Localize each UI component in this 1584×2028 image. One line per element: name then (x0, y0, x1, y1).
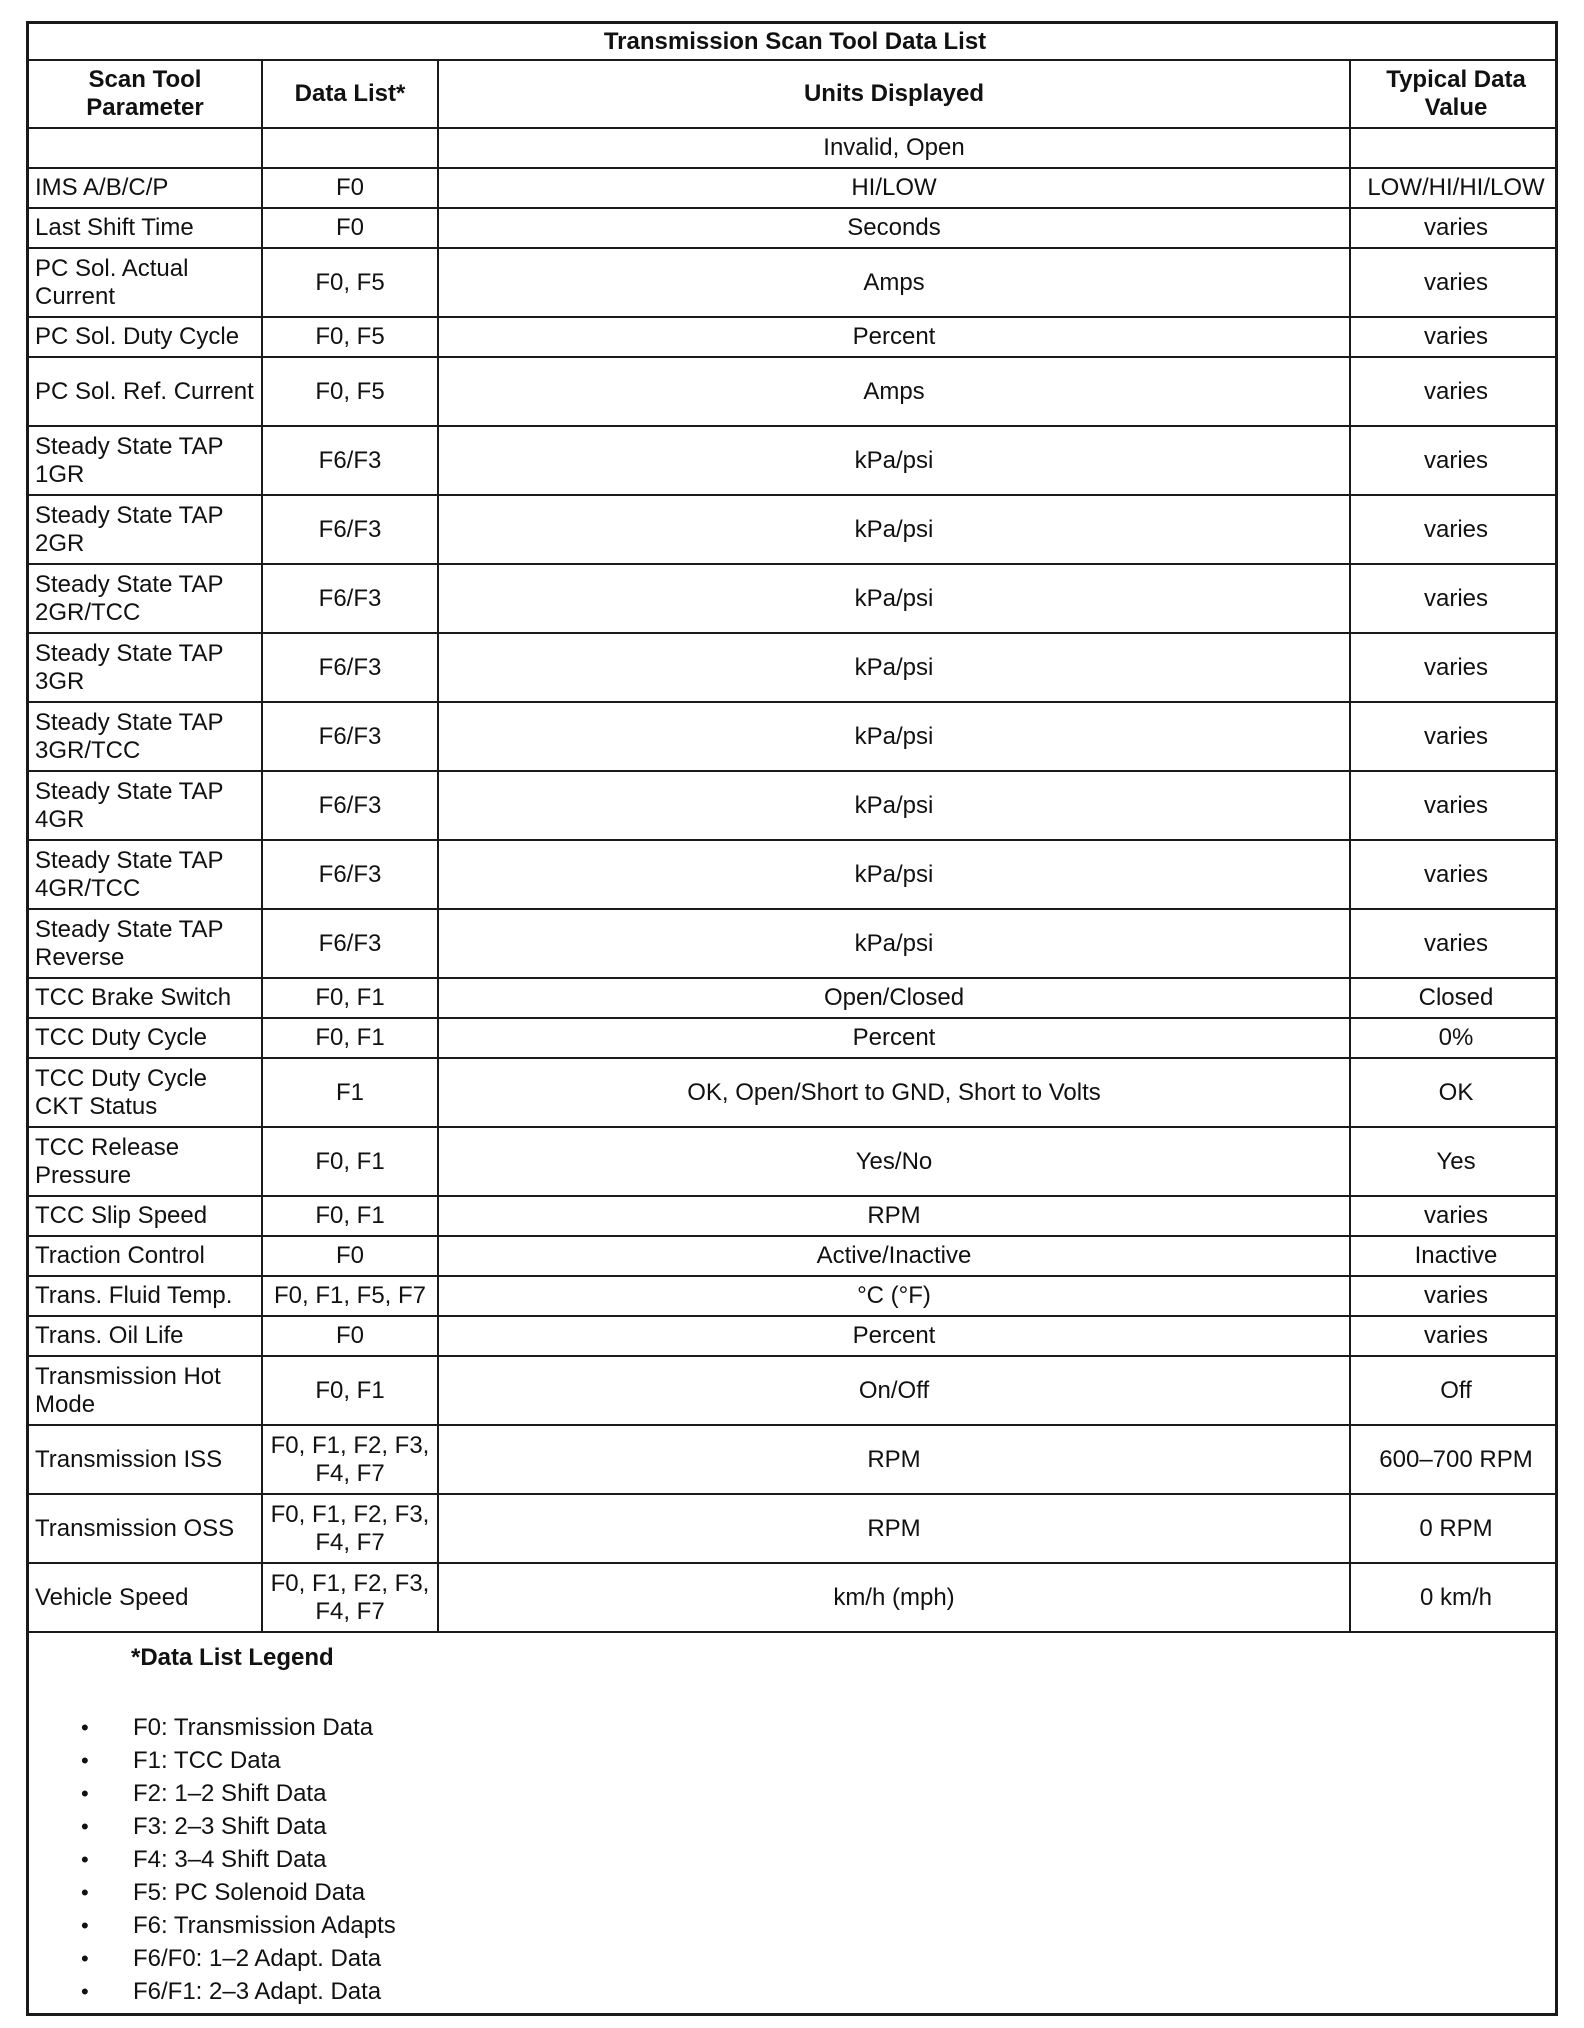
table-row (29, 1356, 1558, 1425)
bullet-icon: • (81, 1781, 89, 1806)
units-cell: On/Off (438, 1356, 1350, 1425)
table-row (29, 357, 1558, 426)
data-list-cell: F0, F5 (262, 357, 438, 426)
data-list-cell: F6/F3 (262, 564, 438, 633)
legend-item-text: F6: Transmission Adapts (133, 1912, 396, 1939)
bullet-icon: • (81, 1814, 89, 1839)
table-row (29, 495, 1558, 564)
typical-value-cell: varies (1350, 909, 1558, 978)
units-cell: Amps (438, 357, 1350, 426)
typical-value-cell: varies (1350, 702, 1558, 771)
parameter-cell: TCC Duty Cycle (29, 1018, 262, 1058)
legend-item (29, 1975, 1555, 2008)
parameter-cell: PC Sol. Actual Current (29, 248, 262, 317)
data-list-cell (262, 128, 438, 168)
data-list-cell: F0, F1 (262, 1127, 438, 1196)
legend-item-text: F3: 2–3 Shift Data (133, 1813, 327, 1840)
legend-item (29, 1876, 1555, 1909)
table-row (29, 248, 1558, 317)
bullet-icon: • (81, 1715, 89, 1740)
typical-value-cell: varies (1350, 208, 1558, 248)
typical-value-cell: varies (1350, 317, 1558, 357)
table-row (29, 168, 1558, 208)
units-cell: Invalid, Open (438, 128, 1350, 168)
typical-value-cell: varies (1350, 633, 1558, 702)
typical-value-cell: varies (1350, 495, 1558, 564)
table-row (29, 564, 1558, 633)
typical-value-cell: Off (1350, 1356, 1558, 1425)
legend-item (29, 1777, 1555, 1810)
typical-value-cell: Closed (1350, 978, 1558, 1018)
legend-list (29, 1711, 1555, 2008)
units-cell: kPa/psi (438, 702, 1350, 771)
legend-item (29, 1909, 1555, 1942)
parameter-cell: Trans. Fluid Temp. (29, 1276, 262, 1316)
data-list-cell: F0, F1 (262, 1018, 438, 1058)
data-list-cell: F0, F5 (262, 317, 438, 357)
legend-item-text: F5: PC Solenoid Data (133, 1879, 366, 1906)
parameter-cell: Steady State TAP 4GR/TCC (29, 840, 262, 909)
typical-value-cell: varies (1350, 357, 1558, 426)
table-row (29, 633, 1558, 702)
parameter-cell: Steady State TAP 4GR (29, 771, 262, 840)
units-cell: RPM (438, 1425, 1350, 1494)
data-list-cell: F0, F1 (262, 1356, 438, 1425)
table-row (29, 909, 1558, 978)
parameter-cell: Steady State TAP 1GR (29, 426, 262, 495)
units-cell: °C (°F) (438, 1276, 1350, 1316)
legend-item (29, 1711, 1555, 1744)
units-cell: Percent (438, 317, 1350, 357)
header-row (29, 60, 1558, 128)
parameter-cell: Steady State TAP 2GR (29, 495, 262, 564)
data-list-cell: F0, F1, F2, F3, F4, F7 (262, 1494, 438, 1563)
units-cell: RPM (438, 1494, 1350, 1563)
table-row (29, 1196, 1558, 1236)
data-list-cell: F6/F3 (262, 426, 438, 495)
units-cell: kPa/psi (438, 495, 1350, 564)
units-cell: Percent (438, 1018, 1350, 1058)
units-cell: RPM (438, 1196, 1350, 1236)
units-cell: OK, Open/Short to GND, Short to Volts (438, 1058, 1350, 1127)
table-row (29, 1276, 1558, 1316)
table-row (29, 1127, 1558, 1196)
legend-item-text: F6/F0: 1–2 Adapt. Data (133, 1945, 382, 1972)
units-cell: km/h (mph) (438, 1563, 1350, 1632)
bullet-icon: • (81, 1979, 89, 2004)
header-parameter: Scan Tool Parameter (29, 60, 262, 128)
legend-item (29, 1843, 1555, 1876)
data-list-cell: F6/F3 (262, 702, 438, 771)
table-row (29, 840, 1558, 909)
typical-value-cell: varies (1350, 771, 1558, 840)
units-cell: Active/Inactive (438, 1236, 1350, 1276)
units-cell: Percent (438, 1316, 1350, 1356)
units-cell: Open/Closed (438, 978, 1350, 1018)
table-row (29, 1494, 1558, 1563)
data-list-legend (29, 1633, 1555, 2008)
table-row (29, 1058, 1558, 1127)
parameter-cell: Steady State TAP 3GR (29, 633, 262, 702)
table-row (29, 1316, 1558, 1356)
bullet-icon: • (81, 1913, 89, 1938)
parameter-cell: Transmission Hot Mode (29, 1356, 262, 1425)
legend-item-text: F6/F1: 2–3 Adapt. Data (133, 1978, 382, 2005)
parameter-cell: TCC Duty Cycle CKT Status (29, 1058, 262, 1127)
data-list-cell: F6/F3 (262, 909, 438, 978)
scan-tool-data-table (29, 24, 1558, 1633)
parameter-cell: IMS A/B/C/P (29, 168, 262, 208)
parameter-cell: Vehicle Speed (29, 1563, 262, 1632)
table-row (29, 426, 1558, 495)
data-list-cell: F0, F1 (262, 1196, 438, 1236)
table-row (29, 208, 1558, 248)
typical-value-cell: 0% (1350, 1018, 1558, 1058)
typical-value-cell: Inactive (1350, 1236, 1558, 1276)
parameter-cell: TCC Release Pressure (29, 1127, 262, 1196)
typical-value-cell: varies (1350, 1196, 1558, 1236)
legend-item (29, 1744, 1555, 1777)
data-list-document (26, 21, 1558, 2016)
typical-value-cell: varies (1350, 1316, 1558, 1356)
table-row (29, 702, 1558, 771)
table-row (29, 1018, 1558, 1058)
data-list-cell: F0 (262, 1316, 438, 1356)
units-cell: Seconds (438, 208, 1350, 248)
units-cell: kPa/psi (438, 909, 1350, 978)
legend-title: *Data List Legend (131, 1644, 334, 1671)
units-cell: Yes/No (438, 1127, 1350, 1196)
typical-value-cell (1350, 128, 1558, 168)
data-list-cell: F6/F3 (262, 840, 438, 909)
units-cell: kPa/psi (438, 564, 1350, 633)
units-cell: kPa/psi (438, 633, 1350, 702)
parameter-cell: Steady State TAP 3GR/TCC (29, 702, 262, 771)
units-cell: HI/LOW (438, 168, 1350, 208)
typical-value-cell: 600–700 RPM (1350, 1425, 1558, 1494)
bullet-icon: • (81, 1748, 89, 1773)
data-list-cell: F0, F1 (262, 978, 438, 1018)
parameter-cell: Trans. Oil Life (29, 1316, 262, 1356)
units-cell: kPa/psi (438, 840, 1350, 909)
typical-value-cell: Yes (1350, 1127, 1558, 1196)
typical-value-cell: 0 km/h (1350, 1563, 1558, 1632)
typical-value-cell: 0 RPM (1350, 1494, 1558, 1563)
typical-value-cell: varies (1350, 840, 1558, 909)
data-list-cell: F0, F1, F2, F3, F4, F7 (262, 1563, 438, 1632)
data-list-cell: F0 (262, 208, 438, 248)
legend-item (29, 1942, 1555, 1975)
header-typical-value: Typical Data Value (1350, 60, 1558, 128)
units-cell: kPa/psi (438, 771, 1350, 840)
bullet-icon: • (81, 1847, 89, 1872)
table-row (29, 1425, 1558, 1494)
data-list-cell: F0, F1, F2, F3, F4, F7 (262, 1425, 438, 1494)
data-list-cell: F0 (262, 168, 438, 208)
data-list-cell: F6/F3 (262, 633, 438, 702)
table-row (29, 978, 1558, 1018)
typical-value-cell: varies (1350, 1276, 1558, 1316)
units-cell: Amps (438, 248, 1350, 317)
typical-value-cell: varies (1350, 426, 1558, 495)
legend-item-text: F0: Transmission Data (133, 1714, 374, 1741)
parameter-cell: PC Sol. Ref. Current (29, 357, 262, 426)
parameter-cell (29, 128, 262, 168)
parameter-cell: Traction Control (29, 1236, 262, 1276)
parameter-cell: PC Sol. Duty Cycle (29, 317, 262, 357)
data-list-cell: F0, F1, F5, F7 (262, 1276, 438, 1316)
table-row (29, 128, 1558, 168)
table-row (29, 317, 1558, 357)
typical-value-cell: varies (1350, 248, 1558, 317)
typical-value-cell: OK (1350, 1058, 1558, 1127)
bullet-icon: • (81, 1946, 89, 1971)
parameter-cell: Transmission ISS (29, 1425, 262, 1494)
header-units: Units Displayed (438, 60, 1350, 128)
parameter-cell: TCC Brake Switch (29, 978, 262, 1018)
data-list-cell: F6/F3 (262, 495, 438, 564)
data-list-cell: F0 (262, 1236, 438, 1276)
table-row (29, 1236, 1558, 1276)
data-list-cell: F6/F3 (262, 771, 438, 840)
table-title: Transmission Scan Tool Data List (29, 24, 1558, 60)
data-list-cell: F0, F5 (262, 248, 438, 317)
legend-item (29, 1810, 1555, 1843)
parameter-cell: Last Shift Time (29, 208, 262, 248)
parameter-cell: Transmission OSS (29, 1494, 262, 1563)
table-row (29, 771, 1558, 840)
parameter-cell: Steady State TAP Reverse (29, 909, 262, 978)
units-cell: kPa/psi (438, 426, 1350, 495)
legend-item-text: F4: 3–4 Shift Data (133, 1846, 327, 1873)
parameter-cell: TCC Slip Speed (29, 1196, 262, 1236)
header-data-list: Data List* (262, 60, 438, 128)
typical-value-cell: LOW/HI/HI/LOW (1350, 168, 1558, 208)
table-row (29, 1563, 1558, 1632)
legend-item-text: F2: 1–2 Shift Data (133, 1780, 327, 1807)
parameter-cell: Steady State TAP 2GR/TCC (29, 564, 262, 633)
typical-value-cell: varies (1350, 564, 1558, 633)
bullet-icon: • (81, 1880, 89, 1905)
data-list-cell: F1 (262, 1058, 438, 1127)
legend-item-text: F1: TCC Data (133, 1747, 281, 1774)
